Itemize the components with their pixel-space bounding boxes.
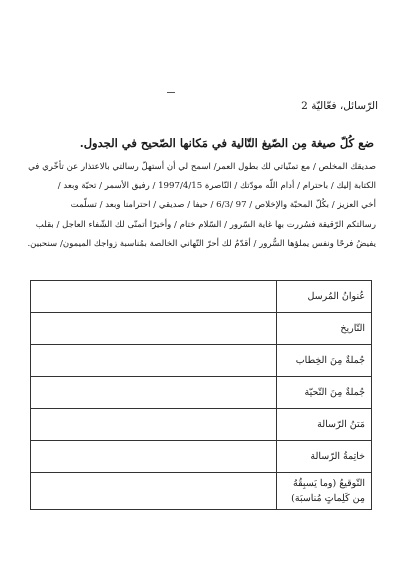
table-row — [31, 281, 372, 313]
row-label-greeting: جُملةٌ مِنَ التّحيّة — [277, 377, 372, 409]
answer-cell-date[interactable] — [31, 313, 277, 345]
row-label-closing: خاتِمةُ الرّسالة — [277, 441, 372, 473]
phrase-line: صديقك المخلص / مع تمنّياتي لك بطول العمر/ اسمح لي أن أستهلّ رسالتي بالاعتذار عن تأخّري في — [28, 162, 376, 172]
table-row — [31, 409, 372, 441]
row-label-signature: التّوقيعُ (وما يَسبِقُهُ مِن كَلِماتٍ مُناسبَة) — [277, 473, 372, 510]
phrase-line: رسالتكم الرّقيقة فسُررت بها غاية السّرور / السّلام ختام / وأخيرًا أتمنّى لك الشّفاء العاجل / بقلب — [35, 219, 376, 230]
header-dash — [167, 92, 175, 93]
phrase-line: يفيضُ فرحًا ونفس يملؤها السُّرور / أقدّمُ لك أحرّ التّهاني الخالصة بمُناسبة زواجك الميمون/ سنحبين. — [27, 238, 376, 249]
answer-cell-letter-body[interactable] — [31, 409, 277, 441]
table-row — [31, 313, 372, 345]
answer-cell-signature[interactable] — [31, 473, 277, 510]
answer-cell-salutation[interactable] — [31, 345, 277, 377]
answer-table — [30, 280, 372, 510]
row-label-sender-address: عُنوانُ المُرسل — [277, 281, 372, 313]
table-row — [31, 377, 372, 409]
answer-cell-closing[interactable] — [31, 441, 277, 473]
answer-cell-greeting[interactable] — [31, 377, 277, 409]
phrase-line: أخي العزيز / بكُلّ المحبّة والإخلاص / 97 /6/3 / حيفا / صديقي / احترامنا وبعد / تسلّمت — [70, 200, 376, 211]
phrase-bank — [24, 158, 376, 254]
table-row — [31, 441, 372, 473]
instruction-text: ضع كُلّ صيغة مِن الصّيغ التّالية في مَكانها الصّحيح في الجدول. — [79, 136, 374, 150]
activity-label: الرّسائل، فعّاليّة 2 — [301, 100, 378, 112]
table-row — [31, 345, 372, 377]
answer-cell-sender-address[interactable] — [31, 281, 277, 313]
row-label-salutation: جُملةٌ مِنَ الخِطاب — [277, 345, 372, 377]
row-label-date: التّاريخ — [277, 313, 372, 345]
table-row — [31, 473, 372, 510]
row-label-letter-body: مَتنُ الرّسالة — [277, 409, 372, 441]
phrase-line: الكتابة إليك / باحترام / أدام اللّه مودّتك / النّاصرة 1997/4/15 / رفيق الأسمر / تحيّة وبعد / — [57, 181, 376, 192]
